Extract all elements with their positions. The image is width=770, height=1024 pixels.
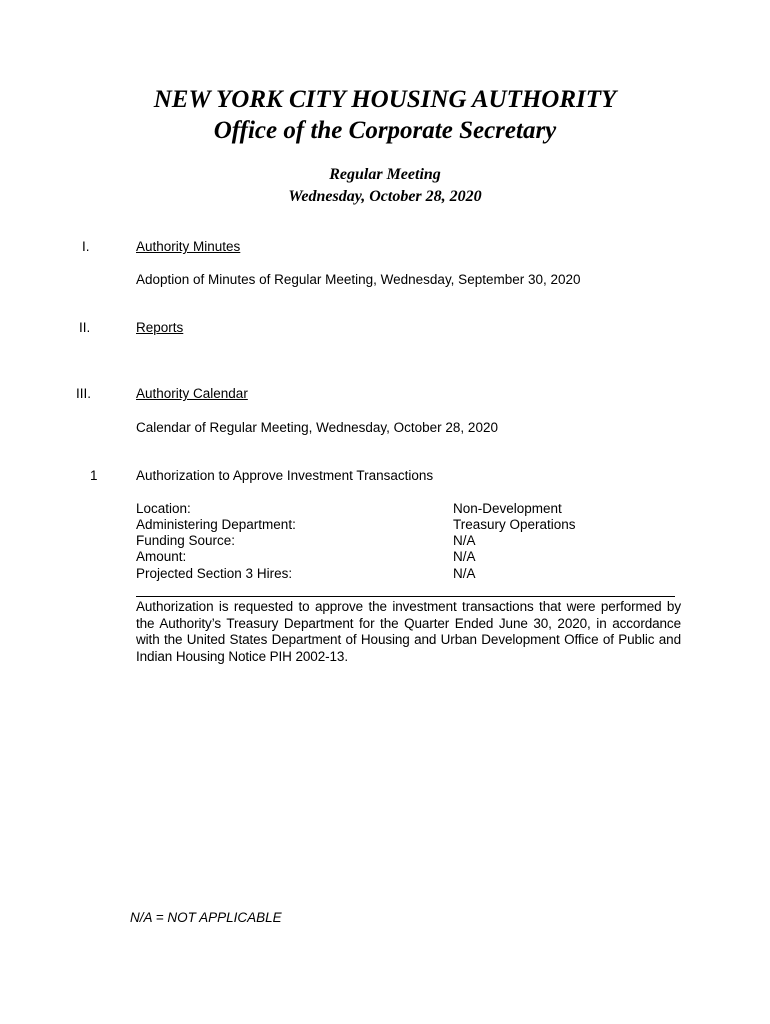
organization-title: NEW YORK CITY HOUSING AUTHORITY [153, 86, 617, 113]
field-value-section3-hires: N/A [453, 566, 476, 581]
item-description: Authorization is requested to approve the investment transactions that were performed by the Authority’s Treasury Department for the Quarter Ended June 30, 2020, in accordance with the United States Department of Housing and Urban Development Office of Public and Indian Housing Notice PIH 2002-13. [136, 599, 681, 664]
field-value-location: Non-Development [453, 501, 562, 516]
field-label-amount: Amount: [136, 549, 187, 564]
section-body-calendar: Calendar of Regular Meeting, Wednesday, October 28, 2020 [136, 420, 498, 435]
office-title: Office of the Corporate Secretary [213, 117, 557, 144]
section-body-minutes: Adoption of Minutes of Regular Meeting, Wednesday, September 30, 2020 [136, 272, 581, 287]
meeting-type: Regular Meeting [329, 166, 441, 183]
section-heading-authority-minutes: Authority Minutes [136, 239, 241, 254]
field-value-funding-source: N/A [453, 533, 476, 548]
field-value-department: Treasury Operations [453, 517, 576, 532]
meeting-date: Wednesday, October 28, 2020 [288, 188, 482, 205]
item-number: 1 [90, 468, 98, 483]
field-label-section3-hires: Projected Section 3 Hires: [136, 566, 293, 581]
footnote: N/A = NOT APPLICABLE [130, 910, 282, 925]
divider-line [136, 596, 675, 597]
section-numeral: II. [79, 320, 91, 335]
field-label-location: Location: [136, 501, 191, 516]
field-label-department: Administering Department: [136, 517, 296, 532]
section-numeral: III. [76, 386, 92, 401]
field-label-funding-source: Funding Source: [136, 533, 236, 548]
section-numeral: I. [82, 239, 90, 254]
section-heading-authority-calendar: Authority Calendar [136, 386, 248, 401]
section-heading-reports: Reports [136, 320, 184, 335]
item-title: Authorization to Approve Investment Transactions [136, 468, 434, 483]
field-value-amount: N/A [453, 549, 476, 564]
